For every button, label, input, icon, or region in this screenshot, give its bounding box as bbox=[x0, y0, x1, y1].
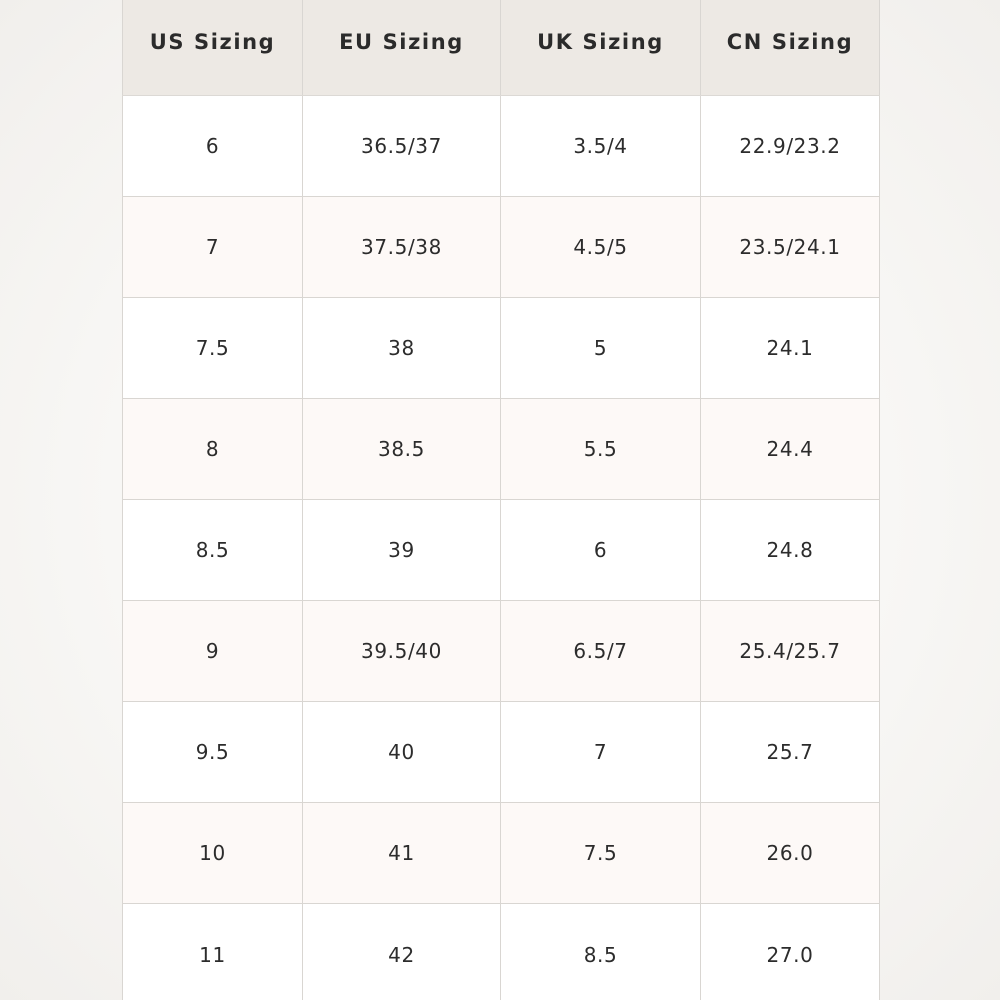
cell-uk: 7 bbox=[501, 701, 701, 802]
header-row bbox=[123, 0, 880, 95]
cell-uk: 4.5/5 bbox=[501, 196, 701, 297]
cell-us: 11 bbox=[123, 903, 303, 1000]
table-row bbox=[123, 95, 880, 196]
column-header-eu: EU Sizing bbox=[303, 0, 501, 95]
table-row bbox=[123, 701, 880, 802]
column-header-uk: UK Sizing bbox=[501, 0, 701, 95]
cell-cn: 24.1 bbox=[701, 297, 880, 398]
column-header-cn: CN Sizing bbox=[701, 0, 880, 95]
cell-uk: 6 bbox=[501, 499, 701, 600]
cell-uk: 5 bbox=[501, 297, 701, 398]
table-row bbox=[123, 499, 880, 600]
cell-eu: 37.5/38 bbox=[303, 196, 501, 297]
table-row bbox=[123, 600, 880, 701]
cell-us: 7.5 bbox=[123, 297, 303, 398]
cell-eu: 39.5/40 bbox=[303, 600, 501, 701]
cell-uk: 7.5 bbox=[501, 802, 701, 903]
cell-us: 9.5 bbox=[123, 701, 303, 802]
table-row bbox=[123, 297, 880, 398]
size-chart-table bbox=[122, 0, 880, 1000]
cell-cn: 25.4/25.7 bbox=[701, 600, 880, 701]
cell-eu: 41 bbox=[303, 802, 501, 903]
cell-uk: 6.5/7 bbox=[501, 600, 701, 701]
cell-us: 8 bbox=[123, 398, 303, 499]
cell-cn: 27.0 bbox=[701, 903, 880, 1000]
cell-eu: 38.5 bbox=[303, 398, 501, 499]
cell-cn: 24.4 bbox=[701, 398, 880, 499]
table-row bbox=[123, 398, 880, 499]
cell-us: 8.5 bbox=[123, 499, 303, 600]
cell-cn: 24.8 bbox=[701, 499, 880, 600]
cell-us: 7 bbox=[123, 196, 303, 297]
cell-eu: 40 bbox=[303, 701, 501, 802]
cell-cn: 22.9/23.2 bbox=[701, 95, 880, 196]
cell-us: 9 bbox=[123, 600, 303, 701]
cell-eu: 38 bbox=[303, 297, 501, 398]
cell-uk: 5.5 bbox=[501, 398, 701, 499]
table-row bbox=[123, 196, 880, 297]
table-row bbox=[123, 802, 880, 903]
cell-uk: 3.5/4 bbox=[501, 95, 701, 196]
cell-us: 10 bbox=[123, 802, 303, 903]
cell-cn: 26.0 bbox=[701, 802, 880, 903]
table-row bbox=[123, 903, 880, 1000]
cell-eu: 36.5/37 bbox=[303, 95, 501, 196]
cell-cn: 23.5/24.1 bbox=[701, 196, 880, 297]
cell-cn: 25.7 bbox=[701, 701, 880, 802]
cell-eu: 39 bbox=[303, 499, 501, 600]
cell-eu: 42 bbox=[303, 903, 501, 1000]
column-header-us: US Sizing bbox=[123, 0, 303, 95]
cell-us: 6 bbox=[123, 95, 303, 196]
cell-uk: 8.5 bbox=[501, 903, 701, 1000]
